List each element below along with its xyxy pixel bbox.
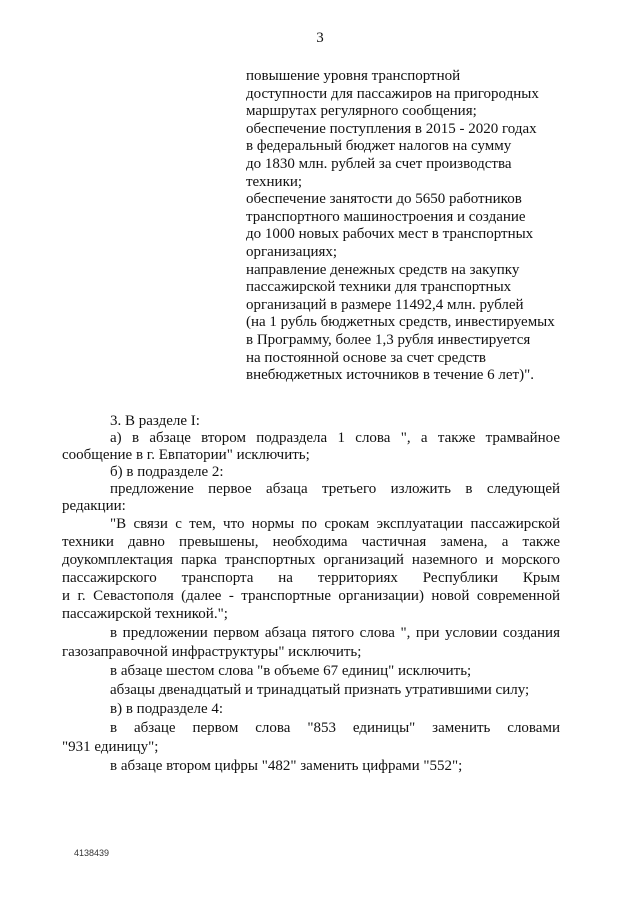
text-line: пассажирской техники для транспортных: [246, 279, 512, 296]
text-line: в абзаце втором цифры "482" заменить цифрами "552";: [110, 758, 463, 774]
text-line: редакции:: [62, 498, 126, 514]
text-line: в) в подразделе 4:: [110, 701, 224, 717]
text-line: "В связи с тем, что нормы по срокам эксплуатации пассажирской: [110, 516, 560, 532]
text-line: организациях;: [246, 243, 338, 260]
text-line: пассажирского транспорта на территориях Республики Крым: [62, 570, 560, 586]
text-line: доукомплектация парка транспортных организаций наземного и морского: [62, 552, 560, 568]
section-heading: 3. В разделе I:: [110, 413, 200, 429]
text-line: абзацы двенадцатый и тринадцатый признать утратившими силу;: [110, 682, 530, 698]
text-line: "931 единицу";: [62, 739, 159, 755]
text-line: (на 1 рубль бюджетных средств, инвестируемых: [246, 314, 555, 331]
text-line: газозаправочной инфраструктуры" исключить;: [62, 644, 362, 660]
text-line: техники;: [246, 173, 303, 190]
text-line: в абзаце первом слова "853 единицы" заменить словами: [110, 720, 560, 736]
quoted-indent-block: [246, 68, 576, 385]
text-line: обеспечение поступления в 2015 - 2020 годах: [246, 120, 537, 137]
text-line: организаций в размере 11492,4 млн. рублей: [246, 296, 524, 313]
text-line: доступности для пассажиров на пригородных: [246, 85, 539, 102]
text-line: в федеральный бюджет налогов на сумму: [246, 138, 512, 155]
text-line: а) в абзаце втором подраздела 1 слова ", а также трамвайное: [110, 430, 560, 446]
text-line: до 1000 новых рабочих мест в транспортных: [246, 226, 534, 243]
document-code: 4138439: [74, 848, 110, 858]
text-line: внебюджетных источников в течение 6 лет)".: [246, 367, 534, 384]
text-line: б) в подразделе 2:: [110, 464, 224, 480]
text-line: направление денежных средств на закупку: [246, 261, 520, 278]
text-line: в Программу, более 1,3 рубля инвестируется: [246, 331, 531, 348]
text-line: транспортного машиностроения и создание: [246, 208, 526, 225]
text-line: в предложении первом абзаца пятого слова ", при условии создания: [110, 625, 560, 641]
text-line: техники давно превышены, необходима частичная замена, а также: [62, 534, 560, 550]
text-line: сообщение в г. Евпатории" исключить;: [62, 447, 310, 463]
text-line: на постоянной основе за счет средств: [246, 349, 486, 366]
text-line: предложение первое абзаца третьего изложить в следующей: [110, 481, 560, 497]
text-line: обеспечение занятости до 5650 работников: [246, 191, 522, 208]
text-line: пассажирской техникой.";: [62, 606, 228, 622]
text-line: и г. Севастополя (далее - транспортные организации) новой современной: [62, 588, 560, 604]
text-line: до 1830 млн. рублей за счет производства: [246, 155, 512, 172]
text-line: в абзаце шестом слова "в объеме 67 единиц" исключить;: [110, 663, 472, 679]
text-line: повышение уровня транспортной: [246, 68, 461, 84]
text-line: маршрутах регулярного сообщения;: [246, 103, 477, 120]
page-number: 3: [316, 30, 324, 46]
